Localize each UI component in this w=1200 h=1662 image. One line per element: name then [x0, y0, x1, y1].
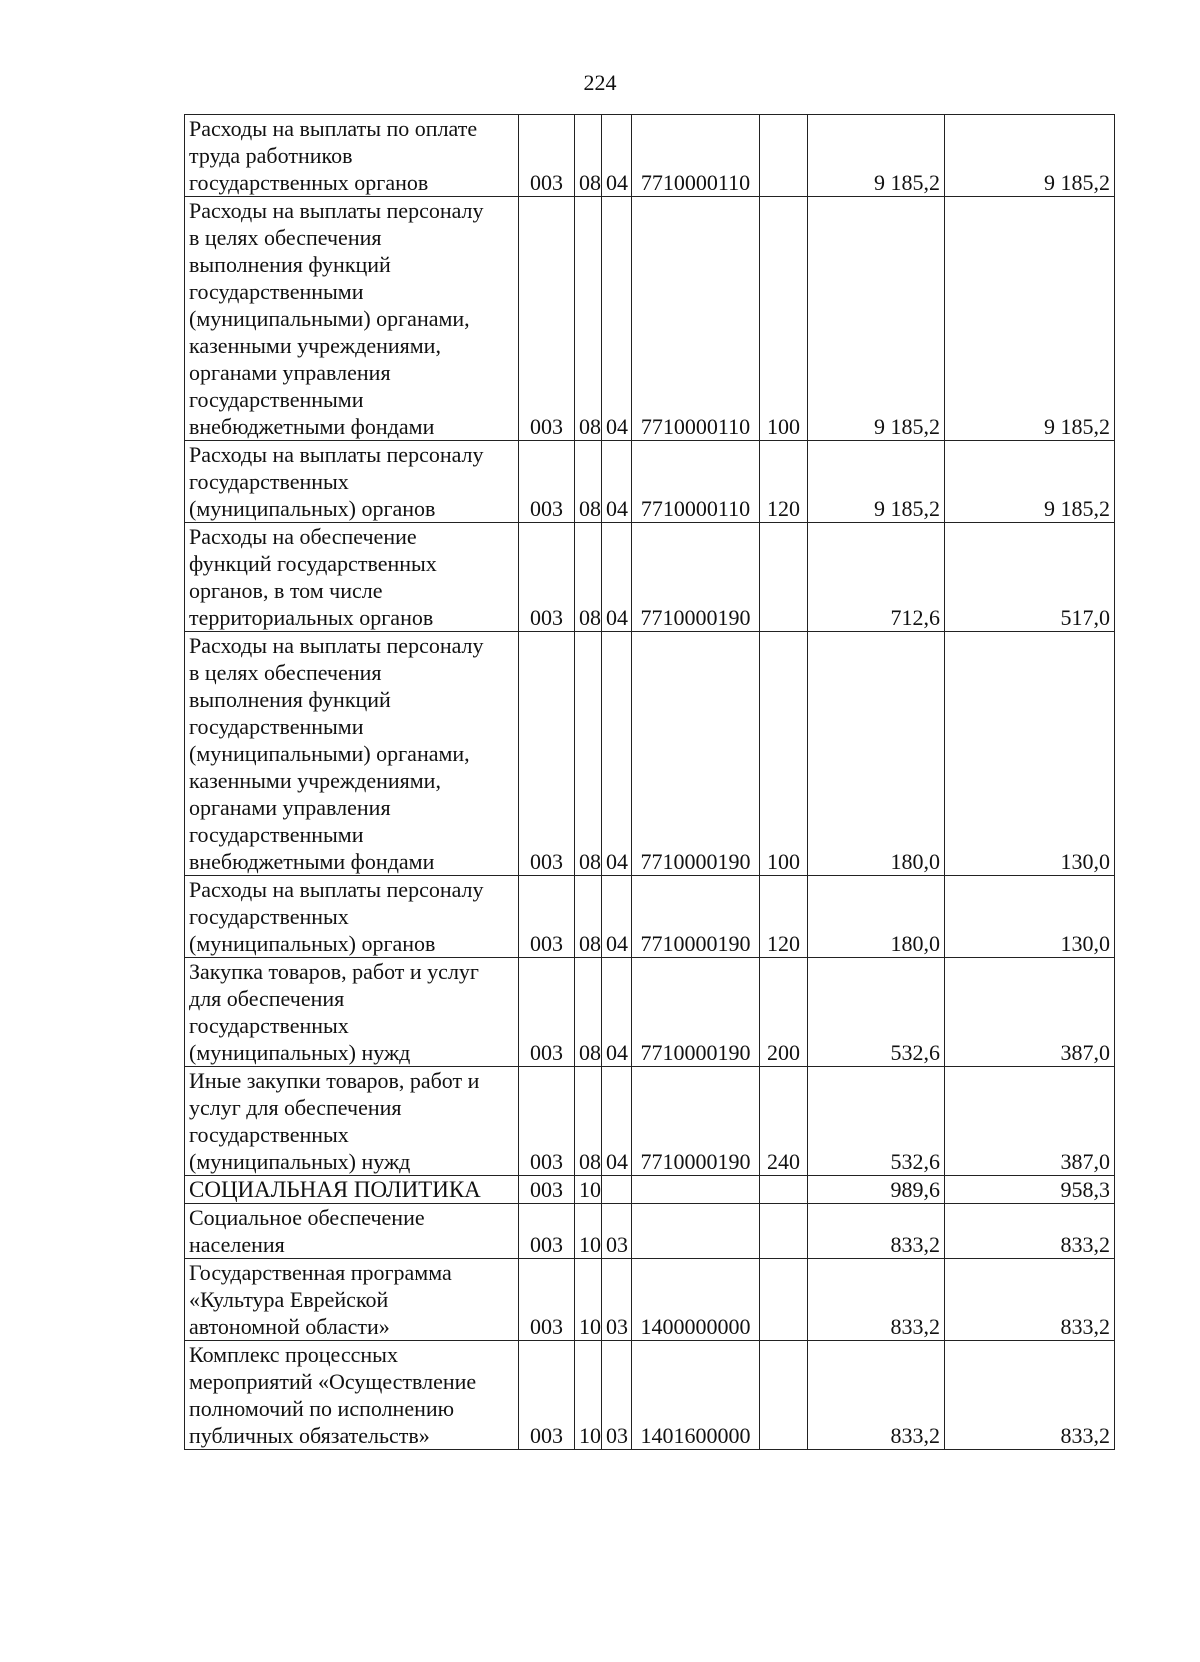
- sum-year2-cell: 833,2: [945, 1341, 1115, 1450]
- subsection-cell: 04: [602, 523, 632, 632]
- row-name-line: СОЦИАЛЬНАЯ ПОЛИТИКА: [189, 1177, 481, 1202]
- sum-year2-cell: 833,2: [945, 1204, 1115, 1259]
- sum-year2-cell: 833,2: [945, 1259, 1115, 1341]
- section-cell: 08: [575, 632, 602, 876]
- sum-year2-cell: 130,0: [945, 632, 1115, 876]
- admin-code-cell: 003: [519, 1341, 575, 1450]
- table-row: [185, 1204, 1115, 1259]
- row-name: [185, 197, 519, 441]
- sum-year1-cell: 833,2: [808, 1204, 945, 1259]
- admin-code-cell: 003: [519, 958, 575, 1067]
- row-name-line: Закупка товаров, работ и услуг: [189, 959, 479, 984]
- table-row: [185, 1176, 1115, 1204]
- row-name-line: (муниципальными) органами,: [189, 741, 470, 766]
- target-article-cell: 7710000190: [632, 1067, 760, 1176]
- target-article-cell: 7710000110: [632, 115, 760, 197]
- row-name-line: государственными: [189, 714, 364, 739]
- subsection-cell: 03: [602, 1204, 632, 1259]
- table-row: [185, 1341, 1115, 1450]
- table-row: [185, 441, 1115, 523]
- section-cell: 08: [575, 876, 602, 958]
- sum-year2-cell: 9 185,2: [945, 115, 1115, 197]
- expense-type-cell: [760, 523, 808, 632]
- expense-type-cell: 120: [760, 441, 808, 523]
- row-name: [185, 1341, 519, 1450]
- expense-type-cell: 200: [760, 958, 808, 1067]
- sum-year1-cell: 712,6: [808, 523, 945, 632]
- admin-code-cell: 003: [519, 1067, 575, 1176]
- table-row: [185, 115, 1115, 197]
- row-name-line: государственными: [189, 279, 364, 304]
- subsection-cell: 04: [602, 958, 632, 1067]
- table-row: [185, 523, 1115, 632]
- row-name-line: Расходы на выплаты персоналу: [189, 198, 484, 223]
- target-article-cell: 7710000110: [632, 441, 760, 523]
- table-row: [185, 1259, 1115, 1341]
- row-name-line: в целях обеспечения: [189, 225, 382, 250]
- row-name-line: (муниципальных) органов: [189, 496, 436, 521]
- row-name-line: казенными учреждениями,: [189, 768, 441, 793]
- expense-type-cell: [760, 1259, 808, 1341]
- row-name: [185, 1176, 519, 1204]
- row-name-line: органами управления: [189, 795, 391, 820]
- row-name-line: мероприятий «Осуществление: [189, 1369, 477, 1394]
- row-name: [185, 441, 519, 523]
- expense-type-cell: [760, 1204, 808, 1259]
- sum-year2-cell: 958,3: [945, 1176, 1115, 1204]
- table-row: [185, 632, 1115, 876]
- row-name: [185, 1067, 519, 1176]
- section-cell: 08: [575, 441, 602, 523]
- row-name-line: Расходы на выплаты персоналу: [189, 442, 484, 467]
- row-name-line: (муниципальных) нужд: [189, 1149, 411, 1174]
- admin-code-cell: 003: [519, 632, 575, 876]
- row-name-line: государственными: [189, 822, 364, 847]
- table-row: [185, 1067, 1115, 1176]
- row-name-line: внебюджетными фондами: [189, 849, 435, 874]
- subsection-cell: 04: [602, 441, 632, 523]
- target-article-cell: 7710000190: [632, 876, 760, 958]
- row-name-line: (муниципальными) органами,: [189, 306, 470, 331]
- row-name: [185, 958, 519, 1067]
- expense-type-cell: 240: [760, 1067, 808, 1176]
- section-cell: 08: [575, 1067, 602, 1176]
- budget-table: [184, 114, 1115, 1450]
- section-cell: 10: [575, 1176, 602, 1204]
- target-article-cell: 1400000000: [632, 1259, 760, 1341]
- row-name-line: автономной области»: [189, 1314, 390, 1339]
- sum-year1-cell: 532,6: [808, 1067, 945, 1176]
- admin-code-cell: 003: [519, 523, 575, 632]
- expense-type-cell: [760, 1341, 808, 1450]
- row-name-line: внебюджетными фондами: [189, 414, 435, 439]
- row-name: [185, 876, 519, 958]
- target-article-cell: 7710000110: [632, 197, 760, 441]
- subsection-cell: [602, 1176, 632, 1204]
- expense-type-cell: [760, 1176, 808, 1204]
- section-cell: 10: [575, 1341, 602, 1450]
- row-name-line: органов, в том числе: [189, 578, 383, 603]
- row-name-line: полномочий по исполнению: [189, 1396, 455, 1421]
- target-article-cell: 7710000190: [632, 958, 760, 1067]
- row-name-line: (муниципальных) нужд: [189, 1040, 411, 1065]
- sum-year1-cell: 9 185,2: [808, 197, 945, 441]
- subsection-cell: 03: [602, 1259, 632, 1341]
- row-name-line: государственных органов: [189, 170, 429, 195]
- row-name-line: Комплекс процессных: [189, 1342, 398, 1367]
- section-cell: 08: [575, 958, 602, 1067]
- row-name-line: функций государственных: [189, 551, 437, 576]
- row-name-line: выполнения функций: [189, 687, 391, 712]
- table-row: [185, 958, 1115, 1067]
- row-name-line: Расходы на выплаты персоналу: [189, 633, 484, 658]
- row-name-line: Расходы на обеспечение: [189, 524, 417, 549]
- admin-code-cell: 003: [519, 441, 575, 523]
- sum-year2-cell: 517,0: [945, 523, 1115, 632]
- sum-year1-cell: 180,0: [808, 876, 945, 958]
- sum-year2-cell: 387,0: [945, 958, 1115, 1067]
- row-name-line: государственных: [189, 1122, 349, 1147]
- row-name-line: (муниципальных) органов: [189, 931, 436, 956]
- subsection-cell: 03: [602, 1341, 632, 1450]
- row-name-line: населения: [189, 1232, 285, 1257]
- row-name-line: государственных: [189, 469, 349, 494]
- admin-code-cell: 003: [519, 197, 575, 441]
- sum-year1-cell: 532,6: [808, 958, 945, 1067]
- sum-year1-cell: 833,2: [808, 1341, 945, 1450]
- sum-year1-cell: 9 185,2: [808, 441, 945, 523]
- row-name-line: государственных: [189, 1013, 349, 1038]
- target-article-cell: 7710000190: [632, 523, 760, 632]
- row-name: [185, 523, 519, 632]
- target-article-cell: 1401600000: [632, 1341, 760, 1450]
- row-name-line: Расходы на выплаты персоналу: [189, 877, 484, 902]
- row-name-line: выполнения функций: [189, 252, 391, 277]
- row-name: [185, 632, 519, 876]
- sum-year1-cell: 833,2: [808, 1259, 945, 1341]
- row-name-line: в целях обеспечения: [189, 660, 382, 685]
- target-article-cell: [632, 1204, 760, 1259]
- row-name-line: для обеспечения: [189, 986, 345, 1011]
- row-name-line: публичных обязательств»: [189, 1423, 430, 1448]
- admin-code-cell: 003: [519, 1259, 575, 1341]
- sum-year2-cell: 387,0: [945, 1067, 1115, 1176]
- row-name-line: услуг для обеспечения: [189, 1095, 402, 1120]
- sum-year1-cell: 180,0: [808, 632, 945, 876]
- table-row: [185, 197, 1115, 441]
- section-cell: 08: [575, 115, 602, 197]
- row-name-line: Государственная программа: [189, 1260, 452, 1285]
- row-name: [185, 115, 519, 197]
- table-row: [185, 876, 1115, 958]
- subsection-cell: 04: [602, 1067, 632, 1176]
- row-name: [185, 1259, 519, 1341]
- row-name-line: государственными: [189, 387, 364, 412]
- admin-code-cell: 003: [519, 1176, 575, 1204]
- row-name-line: территориальных органов: [189, 605, 434, 630]
- sum-year1-cell: 9 185,2: [808, 115, 945, 197]
- section-cell: 10: [575, 1204, 602, 1259]
- page-number: 224: [583, 70, 617, 95]
- sum-year2-cell: 9 185,2: [945, 441, 1115, 523]
- subsection-cell: 04: [602, 876, 632, 958]
- row-name-line: Расходы на выплаты по оплате: [189, 116, 478, 141]
- subsection-cell: 04: [602, 197, 632, 441]
- target-article-cell: 7710000190: [632, 632, 760, 876]
- section-cell: 08: [575, 523, 602, 632]
- expense-type-cell: [760, 115, 808, 197]
- sum-year1-cell: 989,6: [808, 1176, 945, 1204]
- row-name-line: труда работников: [189, 143, 353, 168]
- sum-year2-cell: 130,0: [945, 876, 1115, 958]
- expense-type-cell: 100: [760, 632, 808, 876]
- target-article-cell: [632, 1176, 760, 1204]
- row-name-line: органами управления: [189, 360, 391, 385]
- expense-type-cell: 100: [760, 197, 808, 441]
- admin-code-cell: 003: [519, 1204, 575, 1259]
- row-name-line: Социальное обеспечение: [189, 1205, 425, 1230]
- subsection-cell: 04: [602, 632, 632, 876]
- expense-type-cell: 120: [760, 876, 808, 958]
- subsection-cell: 04: [602, 115, 632, 197]
- row-name-line: государственных: [189, 904, 349, 929]
- row-name-line: «Культура Еврейской: [189, 1287, 389, 1312]
- row-name: [185, 1204, 519, 1259]
- row-name-line: Иные закупки товаров, работ и: [189, 1068, 480, 1093]
- section-cell: 08: [575, 197, 602, 441]
- row-name-line: казенными учреждениями,: [189, 333, 441, 358]
- section-cell: 10: [575, 1259, 602, 1341]
- admin-code-cell: 003: [519, 115, 575, 197]
- sum-year2-cell: 9 185,2: [945, 197, 1115, 441]
- admin-code-cell: 003: [519, 876, 575, 958]
